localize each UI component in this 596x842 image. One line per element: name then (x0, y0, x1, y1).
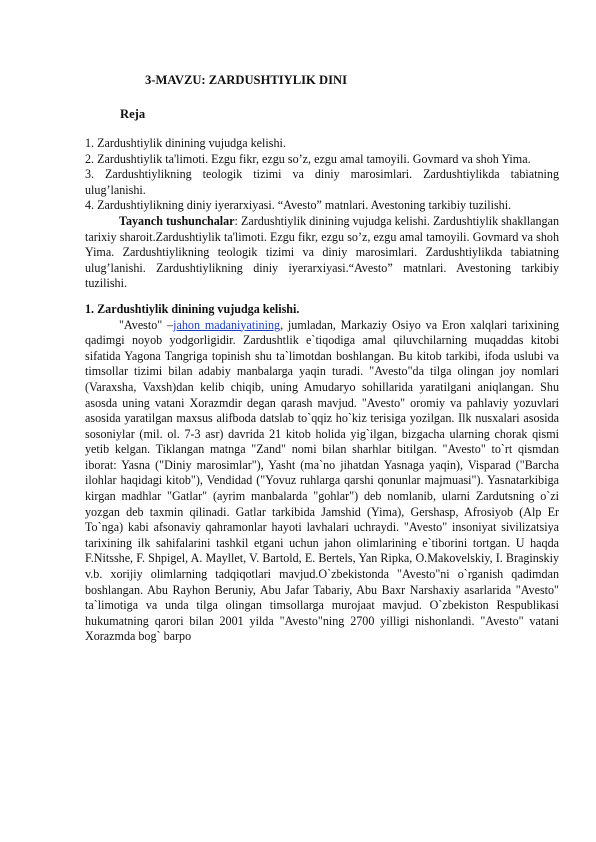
paragraph-rest: , jumladan, Markaziy Osiyo va Eron xalqlari tarixining qadimgi noyob yodgorligidir. Zardushtlik e`tiqodiga amal qiluvchilarning muqaddas kitobi sifatida Yagona Tangriga topinish shu ta`limotdan boshlangan. Bu kitob tarkibi, ifoda uslubi va timsollar tizimi bilan adabiy manbalarga yaqin turadi. "Avesto"da tilga olingan joy nomlari (Varaxsha, Vaxsh)dan kelib chiqib, uning Amudaryo sohillarida yaratilgani aniqlangan. Shu asosda uning vatani Xorazmdir degan qarash mavjud. "Avesto" oromiy va pahlaviy yozuvlari asosida yaratilgan maxsus alifboda datslab to`qqiz ho`kiz terisiga yozilgan. Ilk nusxalari asosida sosoniylar (mil. ol. 7-3 asr) davrida 21 kitob holida yig`ilgan, bizgacha ularning chorak qismi yetib kelgan. Tiklangan matnga "Zand" nomi bilan sharhlar bitilgan. "Avesto" to`rt qismdan iborat: Yasna ("Diniy marosimlar"), Yasht (ma`no jihatdan Yasnaga yaqin), Visparad ("Barcha ilohlar haqidagi kitob"), Vendidad ("Yovuz ruhlarga qarshi qonunlar majmuasi"). Yasnatarkibiga kirgan madhlar "Gatlar" (ayrim manbalarda "gohlar") deb nomlanib, ularni Zardutsning o`zi yozgan deb taxmin qilinadi. Gatlar tarkibida Jamshid (Yima), Gershasp, Afrosiyob (Alp Er To`nga) kabi afsonaviy qahramonlar hayoti lavhalari uchraydi. "Avesto" insoniyat sivilizatsiya tarixining ilk sahifalarini tashkil etgani uchun jahon olimlarining e`tiborini tortgan. U haqda F.Nitsshe, F. Shpigel, A. Mayllet, V. Bartold, E. Bertels, Yan Ripka, O.Makovelskiy, I. Braginskiy v.b. xorijiy olimlarning tadqiqotlari mavjud.O`zbekistonda "Avesto"ni o`rganish qadimdan boshlangan. Abu Rayhon Beruniy, Abu Jafar Tabariy, Abu Baxr Narshaxiy asarlarida "Avesto" ta`limotiga va unda tilga olingan timsollarga murojaat mavjud. O`zbekiston Respublikasi hukumatning qarori bilan 2001 yilda "Avesto"ning 2700 yilligi nishonlandi. "Avesto" vatani Xorazmda bog` barpo (85, 317, 560, 644)
document-body (85, 136, 559, 645)
plan-heading: Reja (120, 107, 146, 121)
spacer (85, 292, 559, 302)
section-1-paragraph (85, 318, 559, 645)
plan-item-1: 1. Zardushtiylik dinining vujudga kelishi. (85, 136, 286, 150)
paragraph-start: "Avesto" – (119, 317, 174, 332)
jahon-madaniyati-link[interactable]: jahon madaniyatining (173, 317, 281, 332)
key-terms-label: Tayanch tushunchalar (119, 213, 235, 228)
key-terms-paragraph (85, 214, 559, 292)
plan-item-3: 3. Zardushtiylikning teologik tizimi va diniy marosimlari. Zardushtiylikda tabiatning ulug’lanishi. (85, 167, 559, 197)
section-1-heading: 1. Zardushtiylik dinining vujudga kelishi. (85, 301, 300, 316)
plan-item-4: 4. Zardushtiylikning diniy iyerarxiyasi. “Avesto” matnlari. Avestoning tarkibiy tuzilishi. (85, 198, 512, 213)
plan-item-2: 2. Zardushtiylik ta'limoti. Ezgu fikr, ezgu so’z, ezgu amal tamoyili. Govmard va shoh Yima. (85, 151, 531, 166)
key-terms-text: : Zardushtiylik dinining vujudga kelishi. Zardushtiylik shakllangan tarixiy sharoit.Zardushtiylik ta'limoti. Ezgu fikr, ezgu so’z, ezgu amal tamoyili. Govmard va shoh Yima. Zardushtiylikning teologik tizimi va diniy marosimlari. Zardushtiylikda tabiatning ulug’lanishi. Zardushtiylikning diniy iyerarxiyasi.“Avesto” matnlari. Avestoning tarkibiy tuzilishi. (85, 213, 559, 291)
page-title: 3-MAVZU: ZARDUSHTIYLIK DINI (145, 73, 347, 87)
